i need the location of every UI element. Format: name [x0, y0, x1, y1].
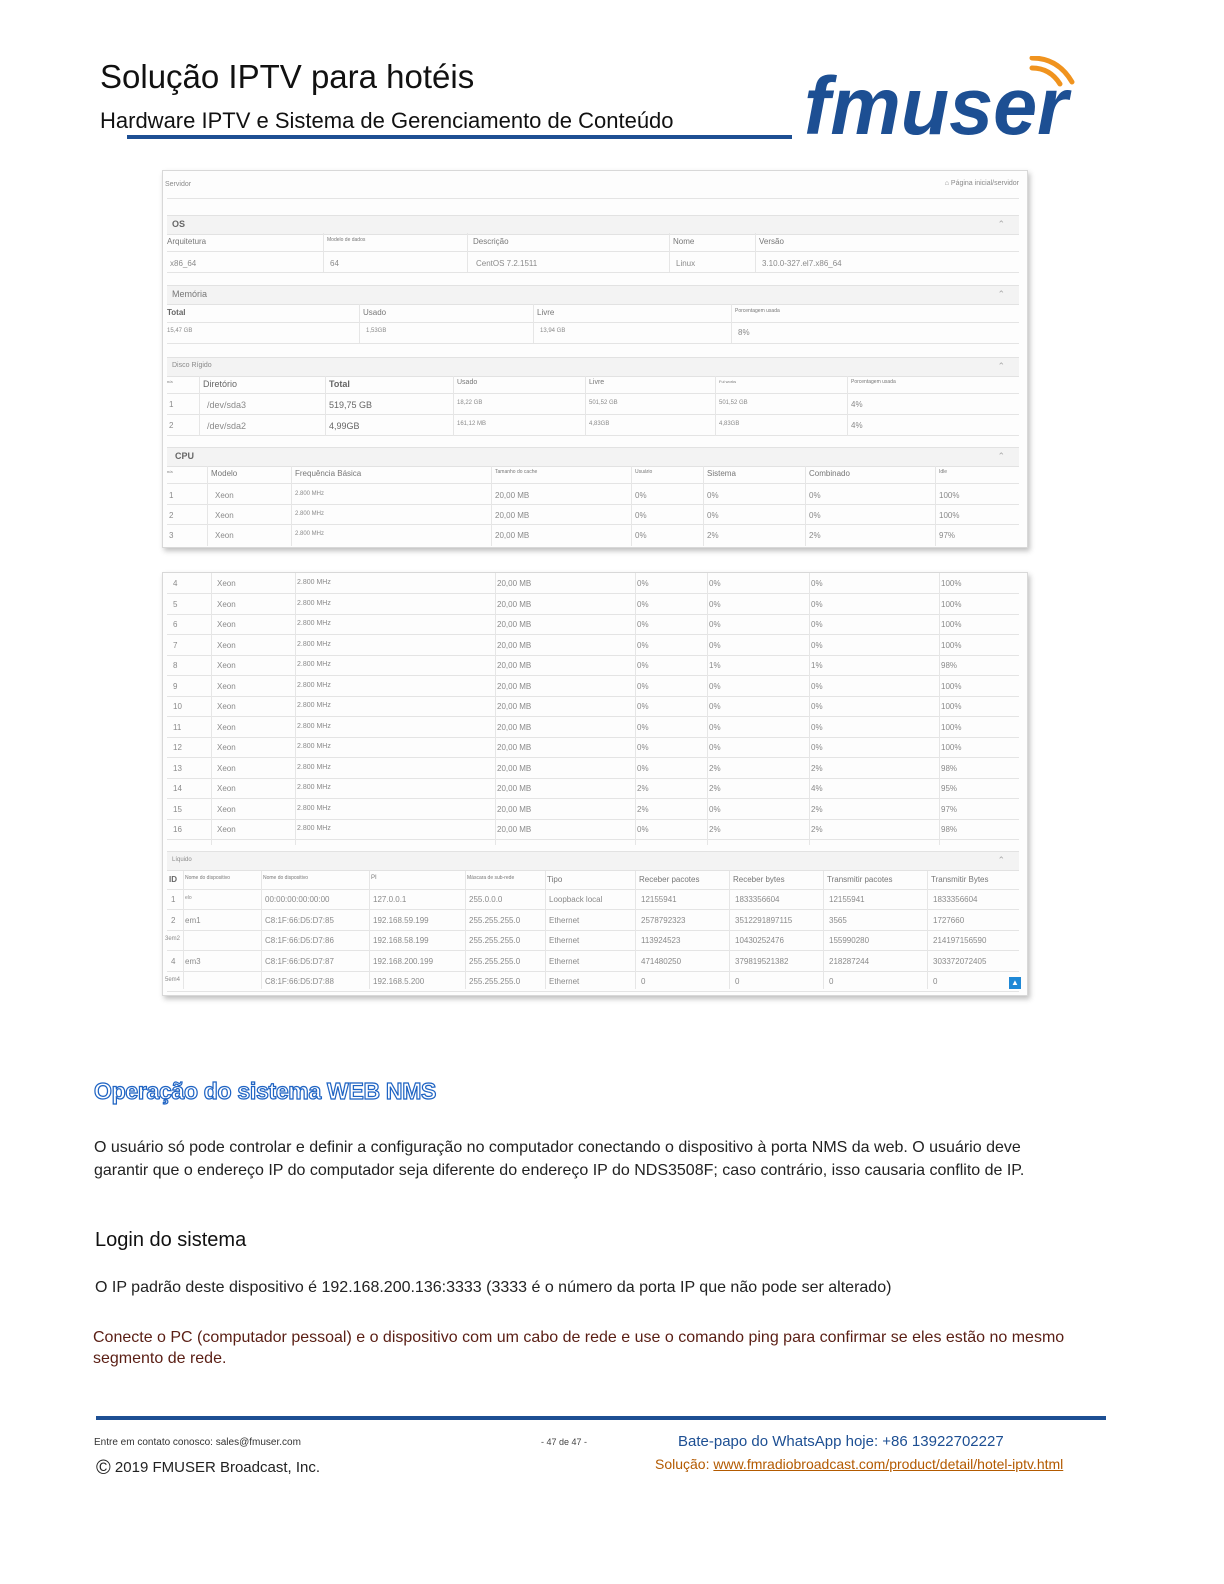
disk-header-cell: Diretório	[203, 379, 238, 389]
cpu-cell: 0%	[637, 825, 649, 834]
cpu-cell: 0%	[635, 511, 647, 520]
net-cell: 00:00:00:00:00:00	[265, 895, 330, 904]
net-cell: em3	[185, 956, 201, 966]
cpu-cell: 9	[173, 681, 178, 691]
net-cell: 3512291897115	[735, 915, 793, 925]
cpu-cell: 20,00 MB	[497, 804, 532, 814]
cpu-cell: 2%	[637, 784, 649, 793]
cpu-cell: 6	[173, 620, 178, 629]
footer-rule	[96, 1416, 1106, 1420]
cpu-cell: 98%	[941, 825, 958, 834]
cpu-header-cell: Frequência Básica	[295, 469, 362, 478]
cpu-cell: 2.800 MHz	[295, 491, 325, 497]
solution-link[interactable]: www.fmradiobroadcast.com/product/detail/hotel-iptv.html	[713, 1456, 1064, 1472]
cpu-cell: 0%	[811, 620, 823, 629]
cpu-cell: 1	[169, 491, 174, 500]
os-header-cell: Nome	[673, 237, 695, 246]
net-cell: 1833356604	[735, 895, 780, 904]
cpu-cell: 0%	[709, 804, 721, 814]
cpu-cell: 0%	[637, 620, 649, 629]
cpu-cell: 20,00 MB	[497, 825, 532, 834]
cpu-cell: 2.800 MHz	[297, 599, 331, 607]
net-cell: 255.255.255.0	[469, 915, 521, 925]
os-value-cell: 64	[330, 259, 339, 268]
net-cell: 3em2	[165, 936, 181, 942]
cpu-cell: 0%	[811, 599, 823, 609]
disk-cell: 4%	[851, 421, 863, 430]
disk-cell: 2	[169, 421, 174, 430]
cpu-cell: Xeon	[217, 579, 236, 588]
cpu-cell: 0%	[637, 763, 649, 773]
net-cell: 12155941	[829, 895, 865, 904]
cpu-header-cell: Tamanho do cache	[495, 469, 538, 475]
copyright-icon: ©	[96, 1457, 111, 1479]
memory-value-cell: 8%	[738, 328, 750, 337]
cpu-cell: 100%	[941, 702, 962, 711]
cpu-cell: 0%	[637, 722, 649, 732]
cpu-cell: 0%	[637, 640, 649, 650]
cpu-cell: 100%	[941, 681, 962, 691]
cpu-header-cell: Sistema	[707, 469, 736, 478]
cpu-cell: 4	[173, 579, 178, 588]
cpu-cell: 100%	[941, 722, 962, 732]
net-cell: 4	[171, 956, 176, 966]
solution-link-line	[655, 1456, 1063, 1472]
cpu-cell: 0%	[809, 491, 821, 500]
net-cell: Ethernet	[549, 915, 580, 925]
cpu-cell: 2%	[637, 804, 649, 814]
net-cell: Ethernet	[549, 956, 580, 966]
document-subtitle: Hardware IPTV e Sistema de Gerenciamento de Conteúdo	[100, 108, 674, 133]
os-header-cell: Arquitetura	[167, 237, 207, 246]
cpu-cell: 0%	[709, 640, 721, 650]
cpu-cell: 20,00 MB	[495, 531, 530, 540]
cpu-cell: 2%	[811, 825, 823, 834]
cpu-cell: Xeon	[217, 702, 236, 711]
memory-header-cell: Total	[167, 308, 186, 317]
home-icon: ⌂	[944, 180, 949, 187]
disk-header-cell: Livre	[589, 379, 605, 386]
net-label: Líquido	[172, 857, 192, 863]
net-header-cell: Transmitir pacotes	[827, 875, 893, 884]
copyright-text: 2019 FMUSER Broadcast, Inc.	[114, 1459, 321, 1476]
cpu-cell: 2.800 MHz	[297, 722, 331, 730]
cpu-cell: 20,00 MB	[497, 702, 532, 711]
cpu-header-cell: Modelo	[211, 469, 238, 478]
net-header-cell: Nome do dispositivo	[263, 875, 309, 881]
cpu-cell: 2.800 MHz	[295, 511, 325, 517]
cpu-cell: Xeon	[217, 763, 236, 773]
net-cell: 255.255.255.0	[469, 977, 521, 986]
net-cell: 0	[641, 977, 646, 986]
cpu-cell: 12	[173, 743, 182, 752]
net-cell: 192.168.5.200	[373, 977, 425, 986]
net-cell: 255.255.255.0	[469, 936, 521, 945]
net-header-cell: Receber pacotes	[639, 875, 700, 884]
cpu-cell: Xeon	[217, 804, 236, 814]
cpu-cell: 98%	[941, 661, 958, 670]
cpu-cell: 100%	[941, 620, 962, 629]
cpu-header-cell: Usuário	[635, 469, 653, 475]
disk-header-cell: Porcentagem usada	[851, 379, 896, 385]
os-label: OS	[172, 219, 186, 229]
chevron-up-icon[interactable]: ⌃	[997, 289, 1005, 299]
cpu-cell: 0%	[811, 579, 823, 588]
cpu-cell: 13	[173, 763, 182, 773]
net-cell: 1727660	[933, 915, 965, 925]
cpu-cell: Xeon	[217, 681, 236, 691]
cpu-cell: 98%	[941, 763, 958, 773]
cpu-header-cell: Idle	[939, 469, 948, 475]
net-cell: 214197156590	[933, 936, 987, 945]
net-cell: 379819521382	[735, 956, 789, 966]
cpu-cell: 2%	[809, 531, 821, 540]
net-header-cell: PI	[371, 875, 377, 881]
net-cell: 218287244	[829, 956, 870, 966]
cpu-header-cell: Combinado	[809, 469, 850, 478]
disk-cell: /dev/sda3	[207, 400, 247, 410]
cpu-cell: Xeon	[217, 825, 236, 834]
chevron-up-icon[interactable]: ⌃	[997, 361, 1005, 371]
net-cell: C8:1F:66:D5:D7:85	[265, 915, 334, 925]
net-cell: C8:1F:66:D5:D7:88	[265, 977, 334, 986]
cpu-cell: 2	[169, 511, 174, 520]
net-header-cell: Nome do dispositivo	[185, 875, 231, 881]
cpu-cell: 100%	[941, 579, 962, 588]
cpu-cell: 20,00 MB	[497, 599, 532, 609]
cpu-cell: 0%	[709, 702, 721, 711]
cpu-cell: 20,00 MB	[497, 722, 532, 732]
cpu-cell: 2.800 MHz	[297, 825, 331, 832]
cpu-cell: 2.800 MHz	[297, 640, 331, 648]
cpu-cell: 0%	[709, 743, 721, 752]
net-cell: 303372072405	[933, 956, 987, 966]
net-cell: 192.168.58.199	[373, 936, 429, 945]
cpu-cell: 2.800 MHz	[297, 620, 331, 627]
net-cell: 255.0.0.0	[469, 895, 503, 904]
cpu-cell: 10	[173, 702, 182, 711]
net-cell: 113924523	[641, 936, 681, 945]
copyright	[96, 1455, 320, 1478]
login-heading: Login do sistema	[95, 1229, 247, 1251]
disk-cell: 4%	[851, 400, 863, 409]
cpu-cell: Xeon	[217, 599, 236, 609]
net-section-header[interactable]	[167, 851, 1019, 871]
cpu-cell: 5	[173, 599, 178, 609]
memory-section-header[interactable]	[167, 285, 1019, 305]
cpu-cell: 20,00 MB	[497, 681, 532, 691]
net-header-cell: Transmitir Bytes	[931, 875, 989, 884]
net-cell: C8:1F:66:D5:D7:86	[265, 936, 334, 945]
cpu-cell: Xeon	[217, 722, 236, 732]
net-cell: em1	[185, 915, 201, 925]
cpu-cell: 4%	[811, 784, 823, 793]
disk-cell: 519,75 GB	[329, 400, 373, 410]
disk-header-cell: Ful works	[719, 379, 737, 384]
net-cell: 255.255.255.0	[469, 956, 521, 966]
disk-cell: 4,83GB	[719, 421, 740, 427]
cpu-cell: 0%	[637, 743, 649, 752]
net-cell: 3565	[829, 915, 847, 925]
cpu-cell: 20,00 MB	[497, 763, 532, 773]
section-title: Operação do sistema WEB NMS	[94, 1078, 437, 1104]
net-cell: 10430252476	[735, 936, 784, 945]
memory-header-cell: Livre	[537, 308, 555, 317]
cpu-cell: Xeon	[215, 531, 234, 540]
net-cell: 0	[829, 977, 834, 986]
net-cell: 5em4	[165, 977, 181, 983]
cpu-cell: 0%	[811, 681, 823, 691]
memory-value-cell: 15,47 GB	[167, 328, 193, 334]
net-cell: 0	[735, 977, 740, 986]
cpu-cell: 2%	[709, 784, 721, 793]
default-ip-paragraph: O IP padrão deste dispositivo é 192.168.200.136:3333 (3333 é o número da porta IP que não pode ser alterado)	[95, 1279, 892, 1296]
cpu-label: CPU	[175, 451, 195, 461]
disk-header-cell: Usado	[457, 379, 478, 386]
disk-header-cell: n/a	[167, 379, 173, 384]
whatsapp-contact[interactable]: Bate-papo do WhatsApp hoje: +86 13922702227	[678, 1433, 1004, 1450]
cpu-cell: 2%	[709, 825, 721, 834]
header-rule	[127, 135, 792, 139]
fmuser-logo	[800, 56, 1080, 146]
cpu-cell: 11	[173, 722, 182, 732]
net-cell: 192.168.200.199	[373, 956, 434, 966]
net-cell: 2578792323	[641, 915, 686, 925]
cpu-cell: 2%	[811, 804, 823, 814]
memory-label: Memória	[172, 289, 208, 299]
cpu-cell: 0%	[637, 599, 649, 609]
cpu-cell: 2%	[811, 763, 823, 773]
net-header-cell: Máscara de sub-rede	[467, 875, 515, 881]
disk-cell: 18,22 GB	[457, 400, 483, 406]
cpu-section-header[interactable]	[167, 447, 1019, 467]
net-cell: 12155941	[641, 895, 677, 904]
breadcrumb-text: Página inicial/servidor	[950, 180, 1019, 187]
cpu-cell: 20,00 MB	[497, 784, 532, 793]
disk-header-cell: Total	[329, 379, 350, 389]
os-section-header[interactable]	[167, 215, 1019, 235]
net-header-cell: Receber bytes	[733, 875, 785, 884]
server-status-panel-continued	[162, 572, 1028, 996]
cpu-cell: 100%	[941, 640, 962, 650]
server-status-panel	[162, 170, 1028, 548]
net-cell: Loopback local	[549, 895, 603, 904]
cpu-cell: 2.800 MHz	[297, 804, 331, 812]
cpu-cell: 0%	[709, 599, 721, 609]
chevron-up-icon[interactable]: ⌃	[997, 451, 1005, 461]
cpu-cell: 0%	[811, 743, 823, 752]
cpu-cell: 100%	[939, 491, 960, 500]
net-cell: 192.168.59.199	[373, 915, 429, 925]
cpu-cell: Xeon	[215, 491, 234, 500]
net-cell: C8:1F:66:D5:D7:87	[265, 956, 334, 966]
net-cell: 471480250	[641, 956, 682, 966]
disk-cell: 4,83GB	[589, 421, 610, 427]
cpu-cell: 3	[169, 531, 174, 540]
os-header-cell: Descrição	[473, 237, 509, 246]
disk-label: Disco Rígido	[172, 362, 212, 369]
cpu-cell: 2%	[709, 763, 721, 773]
cpu-cell: 2.800 MHz	[297, 784, 331, 791]
net-cell: 0	[933, 977, 938, 986]
cpu-cell: 1%	[709, 661, 721, 670]
cpu-cell: 0%	[709, 681, 721, 691]
cpu-cell: 20,00 MB	[497, 743, 532, 752]
cpu-cell: 20,00 MB	[497, 640, 532, 650]
cpu-cell: 0%	[637, 702, 649, 711]
disk-cell: 1	[169, 400, 174, 409]
cpu-cell: 2.800 MHz	[295, 531, 325, 537]
svg-text:fmuser: fmuser	[804, 61, 1072, 146]
cpu-cell: 0%	[707, 511, 719, 520]
net-cell: elo	[185, 895, 192, 901]
disk-cell: 501,52 GB	[589, 400, 618, 406]
cpu-cell: 0%	[811, 640, 823, 650]
memory-value-cell: 13,94 GB	[540, 328, 566, 334]
disk-cell: 161,12 MB	[457, 421, 487, 427]
disk-cell: 4,99GB	[329, 421, 360, 431]
cpu-cell: 100%	[941, 599, 962, 609]
contact-email[interactable]: Entre em contato conosco: sales@fmuser.com	[94, 1437, 301, 1448]
cpu-cell: 1%	[811, 661, 823, 670]
memory-value-cell: 1,53GB	[366, 328, 387, 334]
cpu-cell: 20,00 MB	[495, 511, 530, 520]
page-number: - 47 de 47 -	[541, 1437, 588, 1447]
cpu-cell: 0%	[635, 491, 647, 500]
net-cell: 155990280	[829, 936, 870, 945]
disk-section-header[interactable]	[167, 357, 1019, 377]
cpu-cell: Xeon	[217, 743, 236, 752]
document-title: Solução IPTV para hotéis	[100, 58, 475, 95]
cpu-cell: 0%	[709, 620, 721, 629]
cpu-cell: 0%	[635, 531, 647, 540]
chevron-up-icon[interactable]: ⌃	[997, 219, 1005, 229]
cpu-cell: Xeon	[217, 640, 236, 650]
cpu-cell: 100%	[941, 743, 962, 752]
cpu-cell: Xeon	[217, 661, 236, 670]
os-value-cell: CentOS 7.2.1511	[476, 259, 538, 268]
os-header-cell: Versão	[759, 237, 784, 246]
cpu-cell: 100%	[939, 511, 960, 520]
solution-label: Solução:	[655, 1456, 714, 1472]
net-cell: 127.0.0.1	[373, 895, 407, 904]
cpu-cell: 20,00 MB	[497, 620, 532, 629]
net-cell: 2	[171, 915, 176, 925]
net-cell: Ethernet	[549, 936, 580, 945]
cpu-cell: 0%	[809, 511, 821, 520]
cpu-header-cell: n/a	[167, 469, 173, 474]
net-header-cell: ID	[169, 875, 177, 884]
cpu-cell: 0%	[709, 579, 721, 588]
memory-header-cell: Usado	[363, 308, 387, 317]
cpu-cell: 0%	[811, 702, 823, 711]
cpu-cell: 8	[173, 661, 178, 670]
cpu-cell: 2%	[707, 531, 719, 540]
cpu-cell: 2.800 MHz	[297, 743, 331, 750]
cpu-cell: 0%	[637, 681, 649, 691]
cpu-cell: 2.800 MHz	[297, 702, 331, 709]
breadcrumb[interactable]	[945, 180, 1019, 187]
cpu-cell: 0%	[709, 722, 721, 732]
cpu-cell: 2.800 MHz	[297, 763, 331, 771]
cpu-cell: 14	[173, 784, 182, 793]
cpu-cell: 20,00 MB	[497, 661, 532, 670]
cpu-cell: Xeon	[217, 620, 236, 629]
cpu-cell: 7	[173, 640, 178, 650]
cpu-cell: 2.800 MHz	[297, 681, 331, 689]
cpu-cell: 20,00 MB	[495, 491, 530, 500]
cpu-cell: 0%	[637, 579, 649, 588]
cpu-cell: 20,00 MB	[497, 579, 532, 588]
cpu-cell: 95%	[941, 784, 958, 793]
os-header-cell: Modelo de dados	[327, 237, 366, 243]
cpu-cell: Xeon	[215, 511, 234, 520]
net-cell: Ethernet	[549, 977, 580, 986]
cpu-cell: 15	[173, 804, 182, 814]
cpu-cell: 0%	[637, 661, 649, 670]
intro-paragraph: O usuário só pode controlar e definir a configuração no computador conectando o dispositivo à porta NMS da web. O usuário deve garantir que o endereço IP do computador seja diferente do endereço IP do NDS3508F; caso contrário, isso causaria conflito de IP.	[94, 1139, 1025, 1179]
cpu-cell: 0%	[811, 722, 823, 732]
net-cell: 1833356604	[933, 895, 978, 904]
os-value-cell: 3.10.0-327.el7.x86_64	[762, 259, 842, 268]
cpu-cell: 97%	[939, 531, 956, 540]
scroll-top-button[interactable]: ▲	[1009, 977, 1021, 989]
cpu-cell: 2.800 MHz	[297, 579, 331, 586]
os-value-cell: Linux	[676, 259, 696, 268]
memory-header-cell: Porcentagem usada	[735, 308, 780, 314]
cpu-cell: 97%	[941, 804, 958, 814]
cpu-cell: 2.800 MHz	[297, 661, 331, 668]
cpu-cell: 0%	[707, 491, 719, 500]
disk-cell: /dev/sda2	[207, 421, 247, 431]
net-header-cell: Tipo	[547, 875, 563, 884]
cpu-cell: 16	[173, 825, 182, 834]
panel-title: Servidor	[165, 181, 192, 188]
chevron-up-icon[interactable]: ⌃	[997, 855, 1005, 865]
disk-cell: 501,52 GB	[719, 400, 748, 406]
os-value-cell: x86_64	[170, 259, 197, 268]
net-cell: 1	[171, 895, 176, 904]
connect-paragraph: Conecte o PC (computador pessoal) e o dispositivo com um cabo de rede e use o comando ping para confirmar se eles estão no mesmo segmento de rede.	[93, 1329, 1065, 1367]
cpu-cell: Xeon	[217, 784, 236, 793]
